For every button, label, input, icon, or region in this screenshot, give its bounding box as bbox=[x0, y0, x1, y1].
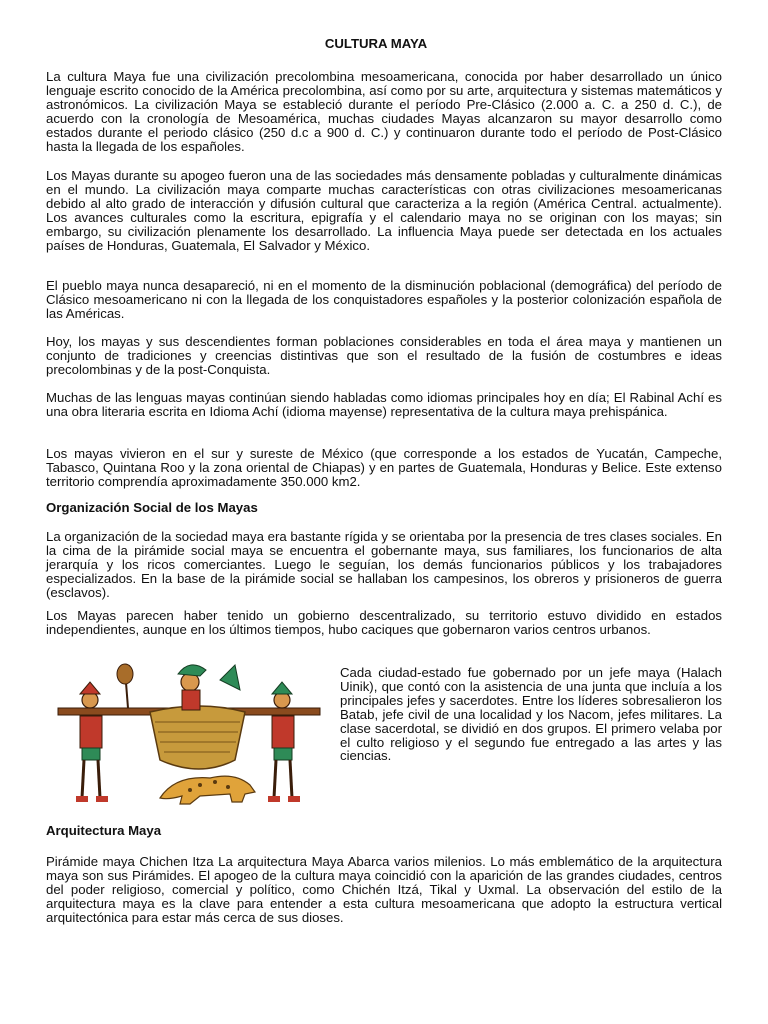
paragraph-ciudad-estado: Cada ciudad-estado fue gobernado por un jefe maya (Halach Uinik), que contó con la asistencia de una junta que incluía a los principales jefes y sacerdotes. Entre los líderes sobresalieron los Batab, jefe civil de una localidad y los Nacom, jefes militares. La clase sacerdotal, se dividió en dos grupos. El primero velaba por el culto religioso y el segundo fue entregado a las artes y las ciencias. bbox=[340, 665, 722, 764]
maya-illustration bbox=[50, 660, 328, 810]
paragraph-lenguas: Muchas de las lenguas mayas continúan siendo habladas como idiomas principales hoy en día; El Rabinal Achí es una obra literaria escrita en Idioma Achí (idioma mayense) representativa de la cultura maya prehispánica. bbox=[46, 390, 722, 419]
paragraph-arquitectura: Pirámide maya Chichen Itza La arquitectura Maya Abarca varios milenios. Lo más emblemático de la arquitectura maya son sus Pirámides. El apogeo de la cultura maya coincidió con la aparición de las grandes ciudades, centros del poder religioso, comercial y político, como Chichén Itzá, Tikal y Uxmal. La observación del estilo de la arquitectura maya es la clave para entender a esta cultura mesoamericana que adopto la estructura vertical arquitectónica para estar más cerca de sus dioses. bbox=[46, 854, 722, 925]
document-title: CULTURA MAYA bbox=[324, 36, 428, 51]
paragraph-territorio: Los mayas vivieron en el sur y sureste de México (que corresponde a los estados de Yucatán, Campeche, Tabasco, Quintana Roo y la zona oriental de Chiapas) y en partes de Guatemala, Honduras y Belice. Este extenso territorio comprendía aproximadamente 350.000 km2. bbox=[46, 446, 722, 489]
heading-arquitectura: Arquitectura Maya bbox=[46, 823, 162, 838]
paragraph-gobierno: Los Mayas parecen haber tenido un gobierno descentralizado, su territorio estuvo dividido en estados independientes, aunque en los últimos tiempos, hubo caciques que gobernaron varios centros urbanos. bbox=[46, 608, 722, 637]
paragraph-pueblo: El pueblo maya nunca desapareció, ni en el momento de la disminución poblacional (demográfica) del período de Clásico mesoamericano ni con la llegada de los conquistadores españoles y la posterior colonización española de las Américas. bbox=[46, 278, 722, 321]
paragraph-organizacion: La organización de la sociedad maya era bastante rígida y se orientaba por la presencia de tres clases sociales. En la cima de la pirámide social maya se encuentra el gobernante maya, sus familiares, los funcionarios de alta jerarquía y los ricos comerciantes. Luego le seguían, los demás funcionarios públicos y los trabajadores especializados. En la base de la pirámide social se hallaban los campesinos, los obreros y prisioneros de guerra (esclavos). bbox=[46, 529, 722, 600]
heading-organizacion-social: Organización Social de los Mayas bbox=[46, 500, 258, 515]
paragraph-hoy: Hoy, los mayas y sus descendientes forman poblaciones considerables en toda el área maya y mantienen un conjunto de tradiciones y creencias distintivas que son el resultado de la fusión de costumbres e ideas precolombinas y de la post-Conquista. bbox=[46, 334, 722, 377]
paragraph-intro: La cultura Maya fue una civilización precolombina mesoamericana, conocida por haber desarrollado un único lenguaje escrito conocido de la América precolombina, así como por su arte, arquitectura y sistemas matemáticos y astronómicos. La civilización Maya se estableció durante el período Pre-Clásico (2.000 a. C. a 250 d. C.), de acuerdo con la cronología de Mesoamérica, muchas ciudades Mayas alcanzaron su mayor desarrollo como estados durante el periodo clásico (250 d.c a 900 d. C.) y continuaron durante todo el período de Post-Clásico hasta la llegada de los españoles. bbox=[46, 69, 722, 154]
paragraph-apogeo: Los Mayas durante su apogeo fueron una de las sociedades más densamente pobladas y culturalmente dinámicas en el mundo. La civilización maya comparte muchas características con otras civilizaciones mesoamericanas debido al alto grado de interacción y difusión cultural que caracteriza a la región (América Central. actualmente). Los avances culturales como la escritura, epigrafía y el calendario maya no se originan con los mayas; sin embargo, su civilización plenamente los desarrollado. La influencia Maya puede ser detectada en los actuales países de Honduras, Guatemala, El Salvador y México. bbox=[46, 168, 722, 253]
